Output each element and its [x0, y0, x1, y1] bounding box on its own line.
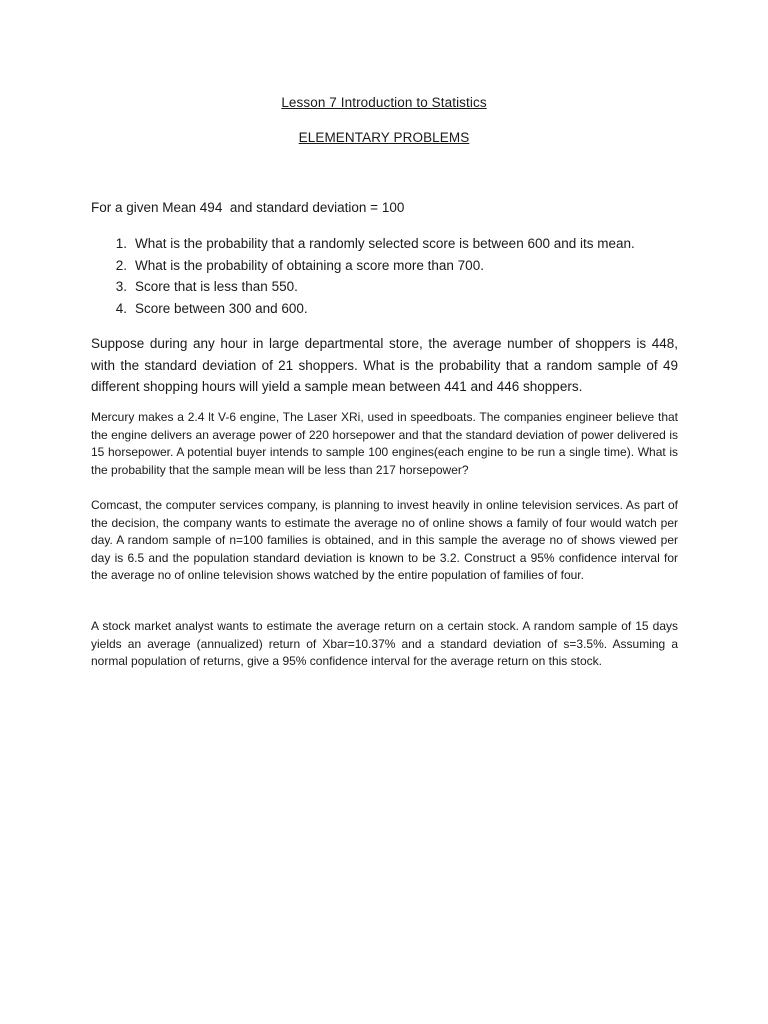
question-item: [91, 233, 635, 255]
question-number: 3.: [115, 279, 127, 294]
problem-stock-return: A stock market analyst wants to estimate the average return on a certain stock. A random sample of 15 days yields an average (annualized) return of Xbar=10.37% and a standard deviation of s=3.5%. Assuming a normal population of returns, give a 95% confidence interval for the average return on this stock.: [91, 619, 678, 668]
question-item: [91, 255, 635, 277]
page-title: Lesson 7 Introduction to Statistics: [281, 95, 487, 110]
section-heading: ELEMENTARY PROBLEMS: [298, 130, 470, 145]
question-item: [91, 276, 635, 298]
question-number: 4.: [115, 300, 127, 316]
question-number: 1.: [115, 236, 127, 251]
question-text: Score between 300 and 600.: [135, 300, 308, 316]
problem-comcast: Comcast, the computer services company, is planning to invest heavily in online television services. As part of the decision, the company wants to estimate the average no of online shows a family of four would watch per day. A random sample of n=100 families is obtained, and in this sample the average no of shows viewed per day is 6.5 and the population standard deviation is known to be 3.2. Construct a 95% confidence interval for the average no of online television shows watched by the entire population of families of four.: [91, 498, 678, 582]
question-text: Score that is less than 550.: [135, 279, 298, 294]
question-number: 2.: [115, 257, 127, 273]
problem-mercury-engine: Mercury makes a 2.4 lt V-6 engine, The Laser XRi, used in speedboats. The companies engineer believe that the engine delivers an average power of 220 horsepower and that the standard deviation of power delivered is 15 horsepower. A potential buyer intends to sample 100 engines(each engine to be run a single time). What is the probability that the sample mean will be less than 217 horsepower?: [91, 410, 678, 477]
question-list: [91, 233, 635, 319]
question-text: What is the probability of obtaining a score more than 700.: [135, 257, 484, 273]
question-text: What is the probability that a randomly selected score is between 600 and its mean.: [135, 236, 635, 251]
intro-statement: For a given Mean 494 and standard deviation = 100: [91, 200, 405, 215]
question-item: [91, 298, 635, 320]
problem-shoppers: Suppose during any hour in large departmental store, the average number of shoppers is 448, with the standard deviation of 21 shoppers. What is the probability that a random sample of 49 different shopping hours will yield a sample mean between 441 and 446 shoppers.: [91, 336, 678, 394]
